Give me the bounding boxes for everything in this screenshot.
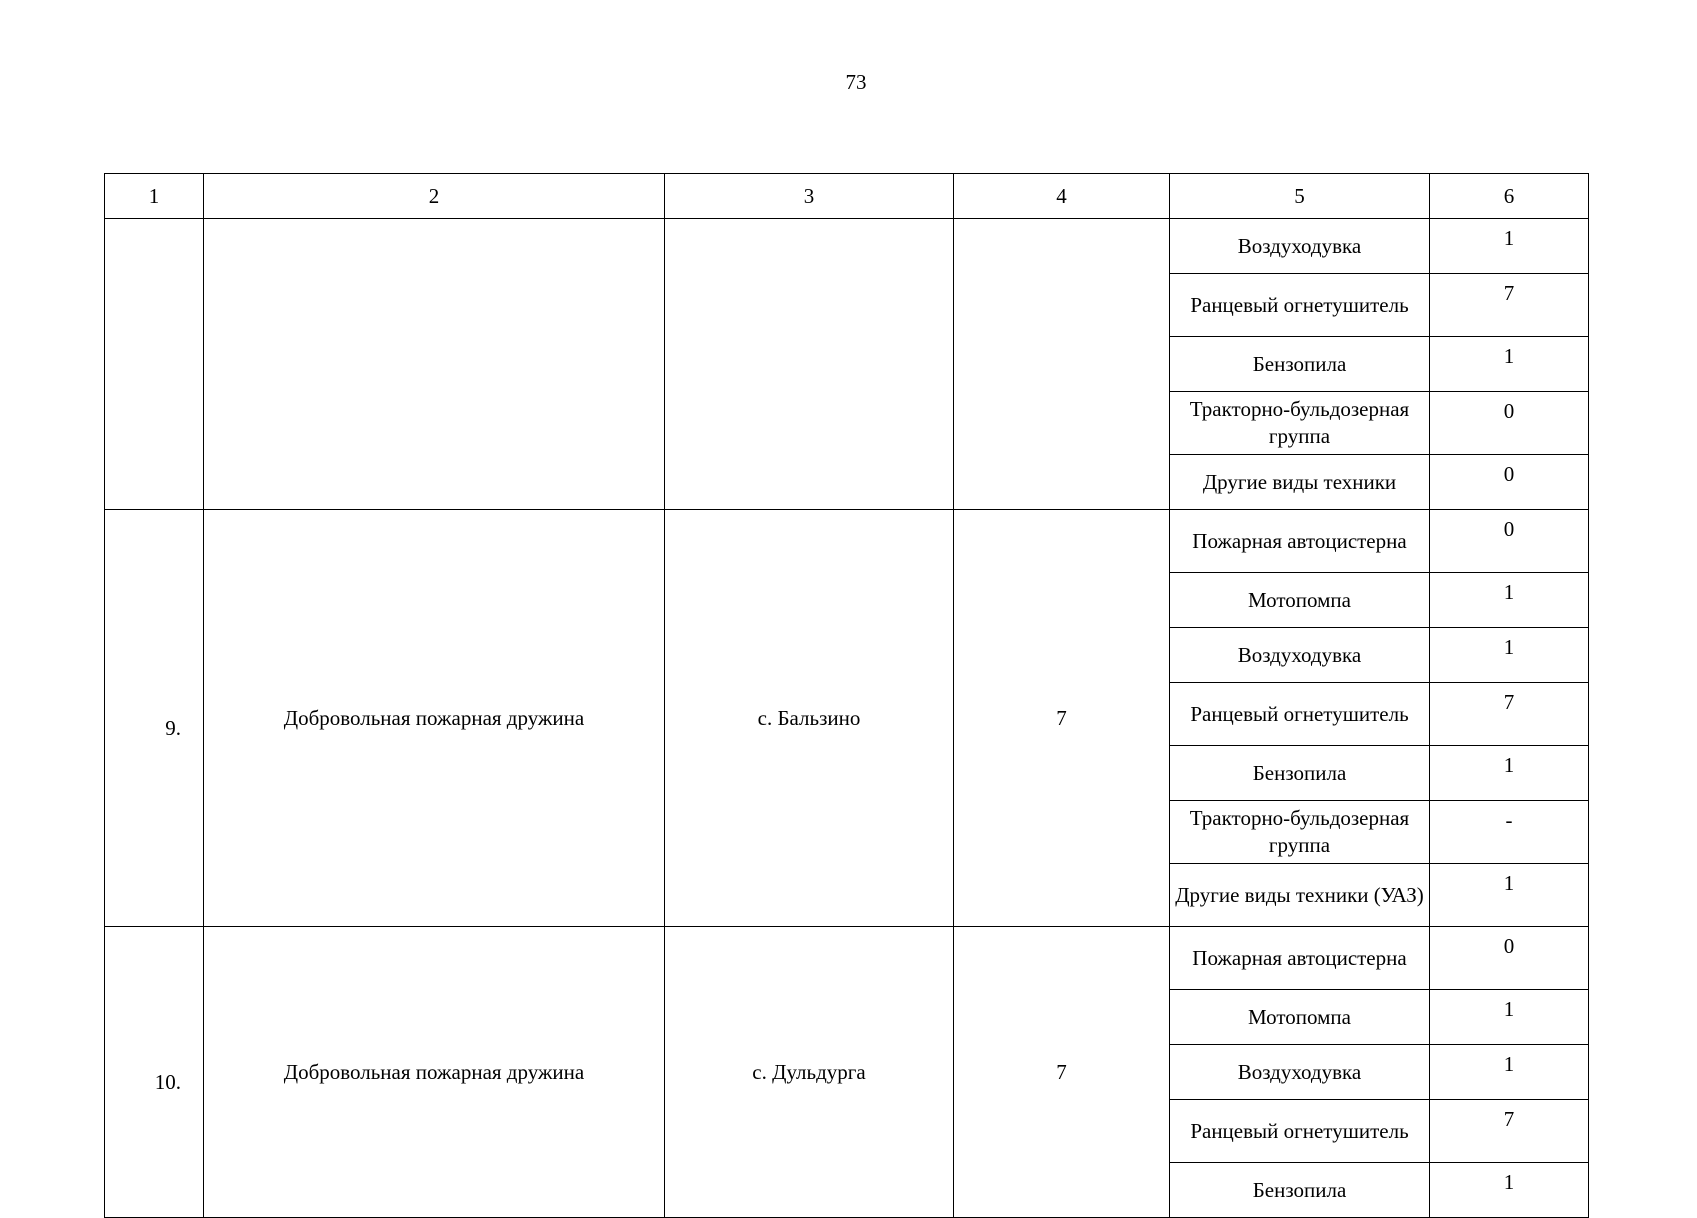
page-number: 73 [845, 70, 867, 94]
location-cell: с. Бальзино [665, 510, 954, 927]
organization-name-cell [204, 219, 665, 510]
personnel-count-cell: 7 [954, 927, 1170, 1218]
equipment-value: 1 [1430, 628, 1589, 683]
equipment-value: 1 [1430, 1045, 1589, 1100]
location-cell: с. Дульдурга [665, 927, 954, 1218]
equipment-label: Пожарная автоцистерна [1170, 510, 1430, 573]
equipment-value: 1 [1430, 337, 1589, 392]
table-row [105, 927, 1589, 990]
equipment-value: 1 [1430, 864, 1589, 927]
organization-name-cell: Добровольная пожарная дружина [204, 510, 665, 927]
table-row [105, 219, 1589, 274]
equipment-label: Бензопила [1170, 337, 1430, 392]
equipment-value: 1 [1430, 573, 1589, 628]
equipment-value: 7 [1430, 683, 1589, 746]
table-row [105, 510, 1589, 573]
row-number-cell [105, 510, 204, 927]
equipment-label: Другие виды техники (УАЗ) [1170, 864, 1430, 927]
equipment-label: Воздуходувка [1170, 1045, 1430, 1100]
equipment-label: Мотопомпа [1170, 573, 1430, 628]
equipment-label: Ранцевый огнетушитель [1170, 683, 1430, 746]
row-number-cell [105, 219, 204, 510]
equipment-label: Другие виды техники [1170, 455, 1430, 510]
location-cell [665, 219, 954, 510]
organization-name-cell: Добровольная пожарная дружина [204, 927, 665, 1218]
equipment-label: Ранцевый огнетушитель [1170, 274, 1430, 337]
equipment-value: - [1430, 801, 1589, 864]
equipment-label: Ранцевый огнетушитель [1170, 1100, 1430, 1163]
equipment-value: 1 [1430, 746, 1589, 801]
equipment-label: Тракторно-бульдозерная группа [1170, 801, 1430, 864]
personnel-count-cell [954, 219, 1170, 510]
header-cell: 1 [105, 174, 204, 219]
header-cell: 4 [954, 174, 1170, 219]
equipment-label: Тракторно-бульдозерная группа [1170, 392, 1430, 455]
equipment-value: 1 [1430, 1163, 1589, 1218]
equipment-label: Пожарная автоцистерна [1170, 927, 1430, 990]
row-number: 9. [165, 715, 181, 740]
equipment-value: 0 [1430, 455, 1589, 510]
header-cell: 5 [1170, 174, 1430, 219]
equipment-value: 7 [1430, 274, 1589, 337]
equipment-table [104, 173, 1589, 1218]
equipment-value: 0 [1430, 927, 1589, 990]
row-number: 10. [154, 1069, 181, 1094]
personnel-count-cell: 7 [954, 510, 1170, 927]
equipment-value: 0 [1430, 392, 1589, 455]
equipment-label: Воздуходувка [1170, 628, 1430, 683]
equipment-value: 0 [1430, 510, 1589, 573]
table-header-row [105, 174, 1589, 219]
row-number-cell [105, 927, 204, 1218]
equipment-label: Мотопомпа [1170, 990, 1430, 1045]
equipment-value: 7 [1430, 1100, 1589, 1163]
header-cell: 2 [204, 174, 665, 219]
equipment-label: Бензопила [1170, 746, 1430, 801]
header-cell: 6 [1430, 174, 1589, 219]
equipment-value: 1 [1430, 990, 1589, 1045]
equipment-label: Воздуходувка [1170, 219, 1430, 274]
equipment-label: Бензопила [1170, 1163, 1430, 1218]
equipment-value: 1 [1430, 219, 1589, 274]
header-cell: 3 [665, 174, 954, 219]
